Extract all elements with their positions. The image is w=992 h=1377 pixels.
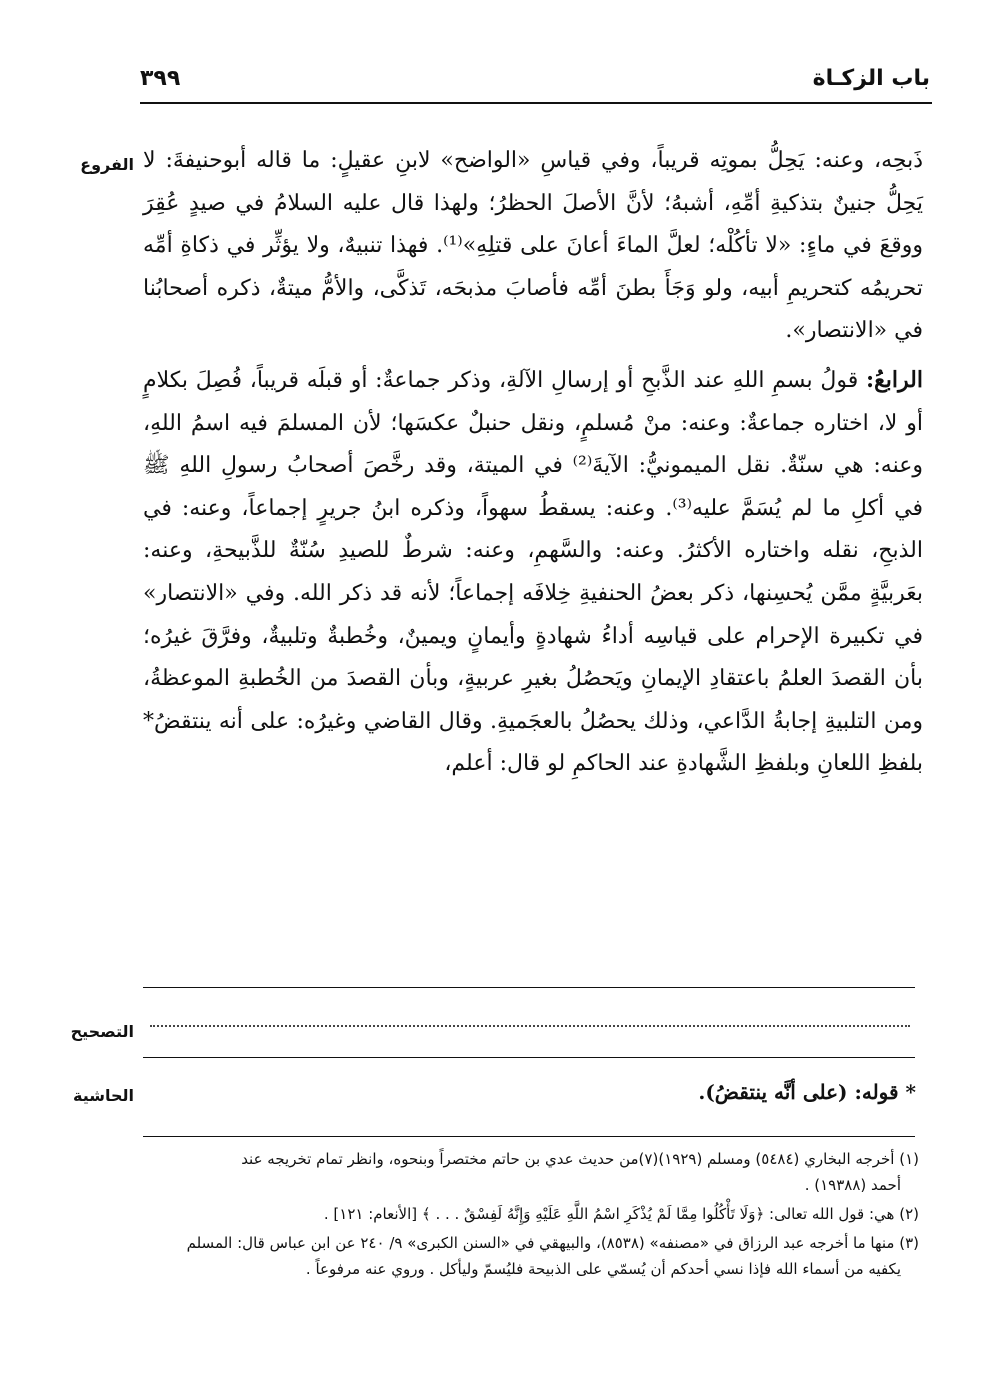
footnote-1-line-2: أحمد (١٩٣٨٨) . [804,1176,901,1194]
hashiya-note: * قوله: (على أنَّه ينتقضُ). [698,1080,916,1104]
chapter-title: باب الزكـاة [812,66,930,91]
footnote-3 [143,1230,919,1282]
tashih-dotted-line [150,1025,910,1027]
hashiya-divider [143,1136,915,1137]
page-number: ٣٩٩ [140,66,181,91]
side-label-hashiya: الحاشية [73,1086,134,1105]
paragraph-lead-heading: الرابعُ: [865,366,923,393]
main-paragraph-1: ذَبحِه، وعنه: يَحِلُّ بموتِه قريباً، وفي قياسِ «الواضح» لابنِ عقيلٍ: ما قاله أبوحنيفةَ: لا يَحِلُّ جنينٌ بتذكيةِ أمِّهِ، أشبهُ؛ لأنَّ الأصلَ الحظرُ؛ ولهذا قال عليه السلامُ في صيدٍ عُقِرَ ووقعَ في ماءٍ: «لا تأكُلْه؛ لعلَّ الماءَ أعانَ على قتلِهِ»⁽¹⁾. فهذا تنبيهٌ، ولا يؤثِّر في ذكاةِ أمِّه تحريمُه كتحريمِ أبيه، ولو وَجَأَ بطنَ أمِّه فأصابَ مذبحَه، تَذكَّى، والأمُّ ميتةٌ، ذكره أصحابُنا في «الانتصار». [143,148,923,344]
page-header [140,62,930,102]
footnote-3-line-2: يكفيه من أسماء الله فإذا نسي أحدكم أن يُسمّي على الذبيحة فليُسمّ وليأكل . وروي عنه مرفوعاً . [305,1260,901,1278]
main-text [143,140,923,786]
paragraph-2-body: قولُ بسمِ اللهِ عند الذَّبحِ أو إرسالِ الآلةِ، وذكر جماعةٌ: أو قبلَه قريباً، فُصِلَ بكلامٍ أو لا، اختاره جماعةٌ: وعنه: منْ مُسلمٍ، ونقل حنبلٌ عكسَها؛ لأن المسلمَ فيه اسمُ اللهِ، وعنه: هي سنّةٌ. نقل الميمونيُّ: الآيةَ⁽²⁾ في الميتة، وقد رخَّصَ أصحابُ رسولِ اللهِ ﷺ في أكلِ ما لم يُسَمَّ عليه⁽³⁾. وعنه: يسقطُ سهواً، وذكره ابنُ جريرٍ إجماعاً، وعنه: في الذبحِ، نقله واختاره الأكثرُ. وعنه: والسَّهمِ، وعنه: شرطٌ للصيدِ سُنّةٌ للذَّبيحةِ، وعنه: بعَربيَّةٍ ممَّن يُحسِنها، ذكر بعضُ الحنفيةِ خِلافَه إجماعاً؛ لأنه قد ذكر الله. وفي «الانتصار» في تكبيرة الإحرام على قياسِه أداءُ شهادةٍ وأيمانٍ ويمينٌ، وخُطبةٌ وتلبيةٌ، وفرَّقَ غيرُه؛ بأن القصدَ العلمُ باعتقادِ الإيمانِ ويَحصُلُ بغيرِ عربيةٍ، وبأن القصدَ من الخُطبةِ الموعظةُ، ومن التلبيةِ إجابةُ الدَّاعي، وذلك يحصُلُ بالعجَميةِ. وقال القاضي وغيرُه: على أنه ينتقضُ* بلفظِ اللعانِ وبلفظِ الشَّهادةِ عند الحاكمِ لو قال: أعلم، [143,367,923,777]
footnote-3-line-1: (٣) منها ما أخرجه عبد الرزاق في «مصنفه» (٨٥٣٨)، والبيهقي في «السنن الكبرى» ٩/ ٢٤٠ عن ابن عباس قال: المسلم [186,1234,919,1252]
header-divider [140,102,932,104]
tashih-divider [143,1057,915,1058]
side-label-furu: الفروع [80,155,134,174]
footnote-1 [143,1146,919,1198]
footnotes [143,1146,919,1285]
main-paragraph-2 [143,359,923,786]
footnote-2: (٢) هي: قول الله تعالى: ﴿وَلَا تَأْكُلُوا مِمَّا لَمْ يُذْكَرِ اسْمُ اللَّهِ عَلَيْهِ وَإِنَّهُ لَفِسْقٌ . . . ﴾ [الأنعام: ١٢١] . [323,1205,919,1223]
footnote-1-line-1: (١) أخرجه البخاري (٥٤٨٤) ومسلم (١٩٢٩)(٧)من حديث عدي بن حاتم مختصراً وبنحوه، وانظر تمام تخريجه عند [241,1150,919,1168]
main-text-divider [143,987,915,988]
side-label-tashih: التصحيح [70,1022,134,1041]
